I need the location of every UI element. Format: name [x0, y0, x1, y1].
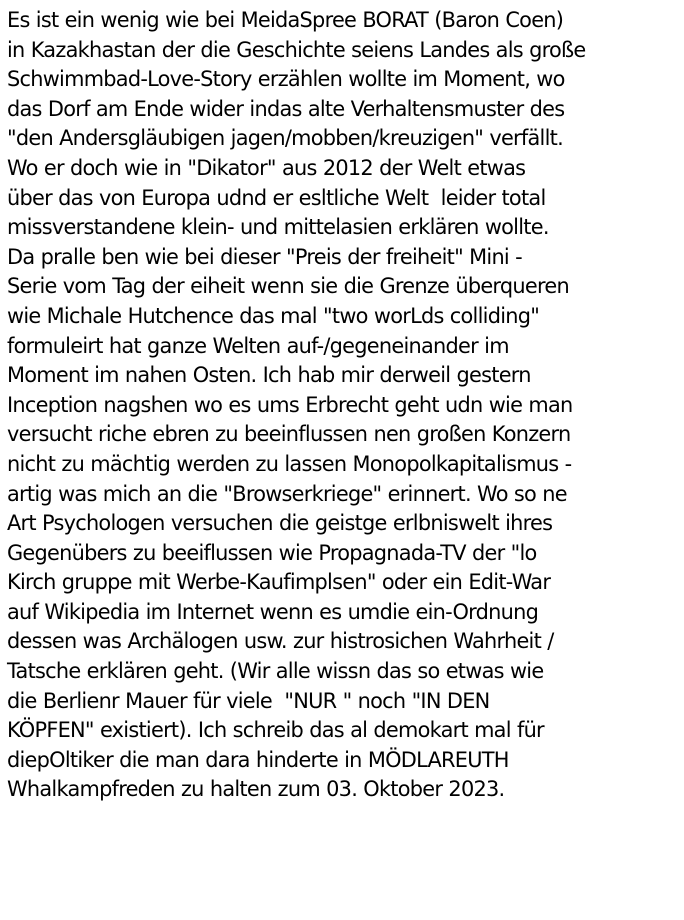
text-line: dessen was Archälogen usw. zur histrosichen Wahrheit / — [7, 629, 554, 654]
text-line: Gegenübers zu beeiflussen wie Propagnada-TV der "lo — [7, 540, 537, 565]
text-line: Whalkampfreden zu halten zum 03. Oktober 2023. — [7, 777, 505, 802]
text-line: "den Andersgläubigen jagen/mobben/kreuzigen" verfällt. — [7, 126, 563, 151]
text-line: über das von Europa udnd er esltliche Welt leider total — [7, 185, 546, 210]
text-line: Art Psychologen versuchen die geistge erlbniswelt ihres — [7, 511, 553, 536]
text-line: das Dorf am Ende wider indas alte Verhaltensmuster des — [7, 96, 565, 121]
body-text — [7, 6, 684, 805]
text-line: Tatsche erklären geht. (Wir alle wissn das so etwas wie — [7, 659, 544, 684]
text-line: Kirch gruppe mit Werbe-Kaufimplsen" oder ein Edit-War — [7, 570, 551, 595]
text-line: Schwimmbad-Love-Story erzählen wollte im Moment, wo — [7, 67, 565, 92]
text-line: artig was mich an die "Browserkriege" erinnert. Wo so ne — [7, 481, 567, 506]
text-line: KÖPFEN" existiert). Ich schreib das al demokart mal für — [7, 718, 544, 743]
text-line: Moment im nahen Osten. Ich hab mir derweil gestern — [7, 363, 531, 388]
text-line: auf Wikipedia im Internet wenn es umdie ein-Ordnung — [7, 599, 539, 624]
text-line: diepOltiker die man dara hinderte in MÖDLAREUTH — [7, 747, 509, 772]
text-line: die Berlienr Mauer für viele "NUR " noch "IN DEN — [7, 688, 490, 713]
text-line: Inception nagshen wo es ums Erbrecht geht udn wie man — [7, 392, 573, 417]
text-line: versucht riche ebren zu beeinflussen nen großen Konzern — [7, 422, 571, 447]
text-line: Serie vom Tag der eiheit wenn sie die Grenze überqueren — [7, 274, 569, 299]
text-line: nicht zu mächtig werden zu lassen Monopolkapitalismus - — [7, 451, 572, 476]
text-line: Wo er doch wie in "Dikator" aus 2012 der Welt etwas — [7, 155, 526, 180]
text-line: missverstandene klein- und mittelasien erklären wollte. — [7, 215, 549, 240]
text-line: Es ist ein wenig wie bei MeidaSpree BORAT (Baron Coen) — [7, 8, 564, 32]
text-line: in Kazakhastan der die Geschichte seiens Landes als große — [7, 37, 586, 62]
text-line: wie Michale Hutchence das mal "two worLds colliding" — [7, 303, 540, 328]
text-line: Da pralle ben wie bei dieser "Preis der freiheit" Mini - — [7, 244, 522, 269]
text-line: formuleirt hat ganze Welten auf-/gegeneinander im — [7, 333, 509, 358]
